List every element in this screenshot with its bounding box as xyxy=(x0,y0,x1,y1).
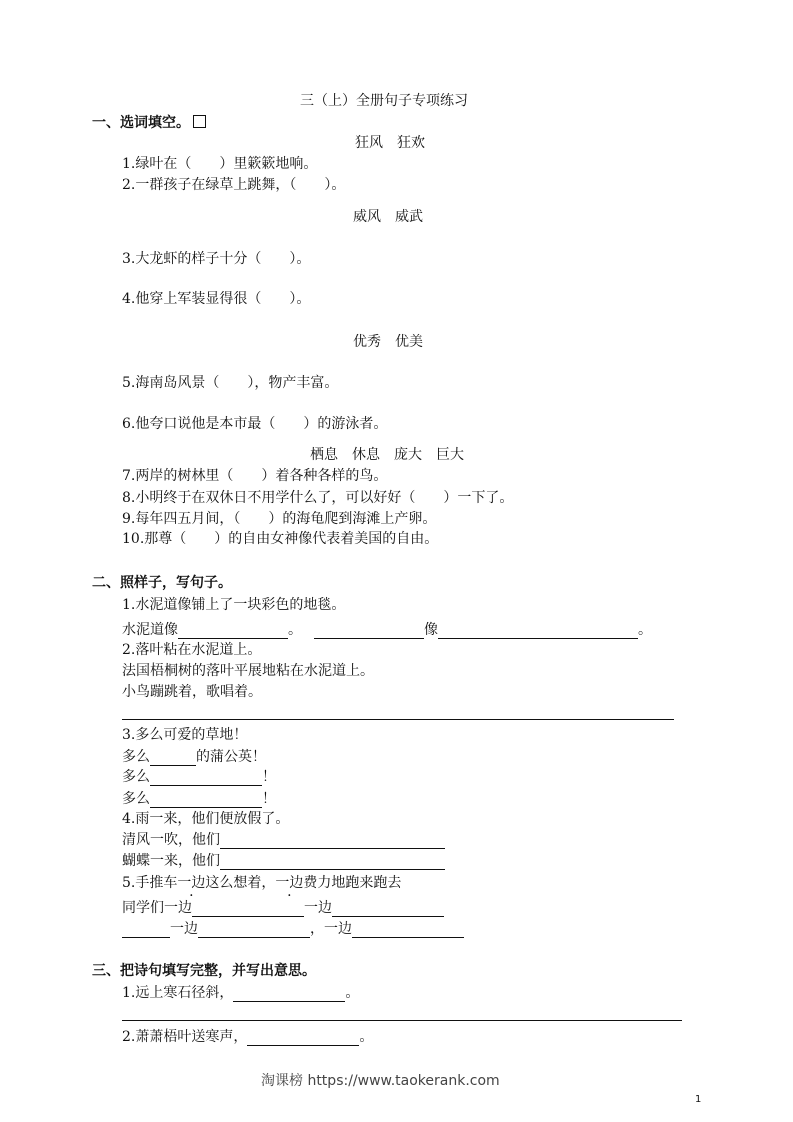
fill-text: 。 xyxy=(359,1029,374,1045)
blank-line[interactable] xyxy=(220,855,445,870)
fill-text: 5.手推车 xyxy=(122,875,178,891)
fill-text: ，一边 xyxy=(310,921,352,937)
blank-line[interactable] xyxy=(122,923,170,938)
fill-text: 清风一吹，他们 xyxy=(122,832,220,848)
word-group-2: 威风 威武 xyxy=(353,209,423,225)
word-group-3: 优秀 优美 xyxy=(353,334,423,350)
blank-line[interactable] xyxy=(192,902,304,917)
fill-text: 多么 xyxy=(122,791,150,807)
example-2-model: 法国梧桐树的落叶平展地粘在水泥道上。 xyxy=(122,663,374,679)
question-5: 5.海南岛风景（ ），物产丰富。 xyxy=(122,375,339,391)
blank-line[interactable] xyxy=(150,793,262,808)
fill-text: 。 xyxy=(288,622,302,638)
page-number: 1 xyxy=(695,1094,702,1105)
example-4-line-b xyxy=(122,852,445,870)
fill-text: 蝴蝶一来，他们 xyxy=(122,853,220,869)
example-4: 4.雨一来，他们便放假了。 xyxy=(122,811,290,827)
fill-text: 。 xyxy=(345,985,360,1001)
section-1-heading-text: 一、选词填空。 xyxy=(92,115,190,131)
fill-text: 费力地跑来跑去 xyxy=(303,875,402,891)
fill-text: 1.远上寒石径斜， xyxy=(122,985,234,1001)
example-1: 1.水泥道像铺上了一块彩色的地毯。 xyxy=(122,597,346,613)
answer-line[interactable] xyxy=(122,719,674,720)
example-5-line-a xyxy=(122,899,444,917)
answer-line[interactable] xyxy=(122,1020,682,1021)
fill-text: 2.萧萧梧叶送寒声， xyxy=(122,1029,248,1045)
blank-line[interactable] xyxy=(198,923,310,938)
footer-link[interactable]: 淘课榜 https://www.taokerank.com xyxy=(261,1073,500,1089)
fill-text: 水泥道像 xyxy=(122,622,178,638)
example-3-line-a xyxy=(122,748,266,766)
fill-text: 这么想着， xyxy=(205,875,276,891)
question-3: 3.大龙虾的样子十分（ ）。 xyxy=(122,251,311,267)
poem-2 xyxy=(122,1028,373,1046)
blank-line[interactable] xyxy=(332,902,444,917)
example-3-line-b xyxy=(122,768,276,786)
example-2: 2.落叶粘在水泥道上。 xyxy=(122,642,262,658)
question-2: 2.一群孩子在绿草上跳舞，（ ）。 xyxy=(122,177,346,193)
fill-text: 多么 xyxy=(122,749,150,765)
fill-text: 的蒲公英！ xyxy=(196,749,266,765)
fill-text: 一边 xyxy=(170,921,198,937)
question-8: 8.小明终于在双休日不用学什么了，可以好好（ ）一下了。 xyxy=(122,490,514,506)
example-3: 3.多么可爱的草地！ xyxy=(122,727,248,743)
blank-line[interactable] xyxy=(233,987,345,1002)
section-2-heading: 二、照样子，写句子。 xyxy=(92,575,232,591)
question-9: 9.每年四五月间，（ ）的海龟爬到海滩上产卵。 xyxy=(122,511,437,527)
example-3-line-c xyxy=(122,790,276,808)
blank-line[interactable] xyxy=(314,624,424,639)
fill-text: ！ xyxy=(262,769,276,785)
blank-line[interactable] xyxy=(150,771,262,786)
question-7: 7.两岸的树林里（ ）着各种各样的鸟。 xyxy=(122,468,388,484)
emphasis-text: 一边 xyxy=(177,875,206,891)
page-title: 三（上）全册句子专项练习 xyxy=(300,93,468,109)
checkbox-glyph-icon xyxy=(193,115,206,128)
fill-text: 一边 xyxy=(304,900,332,916)
example-5 xyxy=(122,874,401,892)
fill-text: 同学们一边 xyxy=(122,900,192,916)
example-2-prompt: 小鸟蹦跳着，歌唱着。 xyxy=(122,684,262,700)
blank-line[interactable] xyxy=(352,923,464,938)
example-1-fill xyxy=(122,621,652,639)
section-1-heading xyxy=(92,114,206,132)
blank-line[interactable] xyxy=(247,1031,359,1046)
question-10: 10.那尊（ ）的自由女神像代表着美国的自由。 xyxy=(122,531,439,547)
example-4-line-a xyxy=(122,831,445,849)
blank-line[interactable] xyxy=(150,751,196,766)
poem-1 xyxy=(122,984,359,1002)
fill-text: ！ xyxy=(262,791,276,807)
fill-text: 。 xyxy=(638,622,652,638)
blank-line[interactable] xyxy=(220,834,445,849)
blank-line[interactable] xyxy=(178,624,288,639)
section-3-heading: 三、把诗句填写完整，并写出意思。 xyxy=(92,963,316,979)
question-4: 4.他穿上军装显得很（ ）。 xyxy=(122,291,311,307)
fill-text: 多么 xyxy=(122,769,150,785)
emphasis-text: 一边 xyxy=(275,875,304,891)
example-5-line-b xyxy=(122,920,464,938)
word-group-4: 栖息 休息 庞大 巨大 xyxy=(310,447,464,463)
fill-text: 像 xyxy=(424,622,438,638)
blank-line[interactable] xyxy=(438,624,638,639)
word-group-1: 狂风 狂欢 xyxy=(355,135,425,151)
question-1: 1.绿叶在（ ）里簌簌地响。 xyxy=(122,156,318,172)
question-6: 6.他夸口说他是本市最（ ）的游泳者。 xyxy=(122,416,388,432)
